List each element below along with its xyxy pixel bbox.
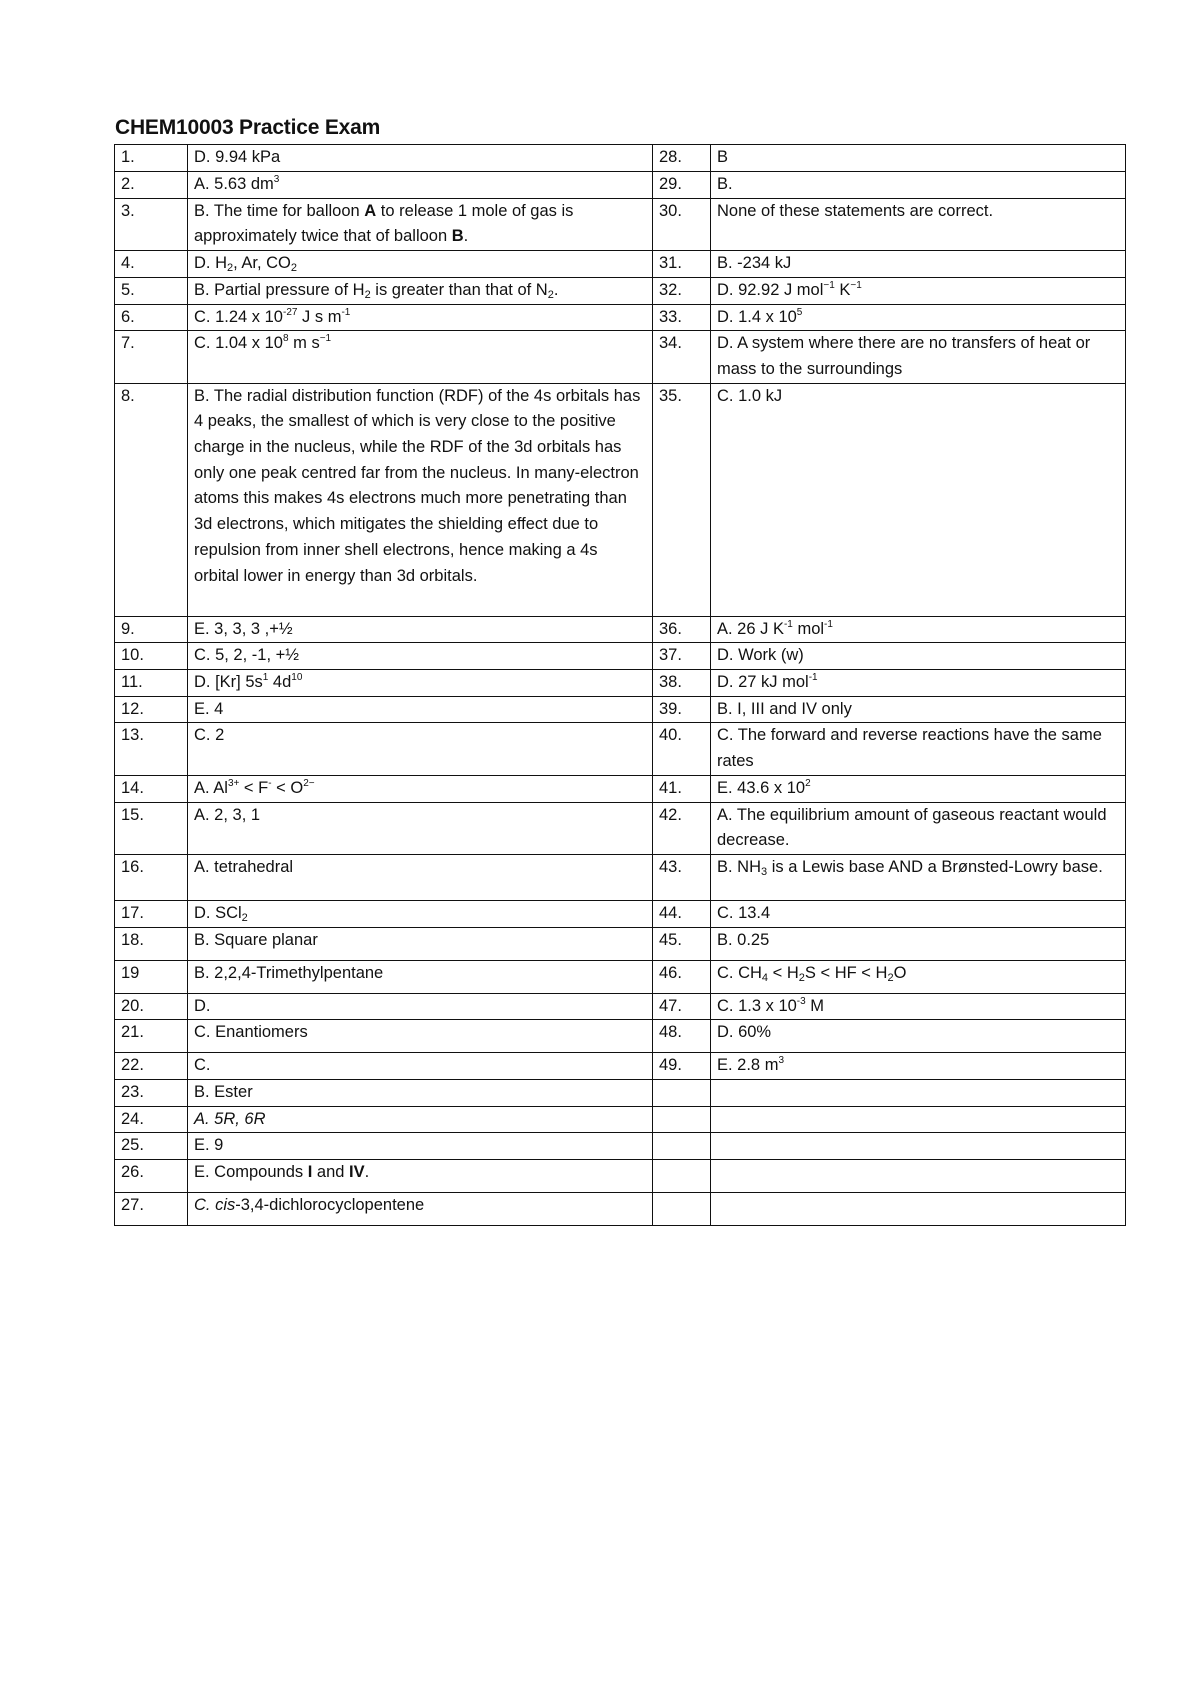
table-row xyxy=(115,723,1126,775)
table-row xyxy=(115,1133,1126,1160)
question-number: 48. xyxy=(653,1020,711,1053)
answer-text: E. 2.8 $m^3$ xyxy=(711,1053,1126,1080)
answer-text: A. tetrahedral xyxy=(188,854,653,900)
answer-text: B. I, III and IV only xyxy=(711,696,1126,723)
answer-text: E. 43.6 x $10^2$ xyxy=(711,775,1126,802)
table-row xyxy=(115,900,1126,927)
answer-text: C. 13.4 xyxy=(711,900,1126,927)
question-number: 45. xyxy=(653,927,711,960)
question-number: 13. xyxy=(115,723,188,775)
answer-text: B. Ester xyxy=(188,1080,653,1107)
table-row xyxy=(115,383,1126,616)
table-row xyxy=(115,277,1126,304)
answer-text: C. Enantiomers xyxy=(188,1020,653,1053)
answer-text: E. 3, 3, 3 ,+½ xyxy=(188,616,653,643)
table-row xyxy=(115,1106,1126,1133)
question-number: 15. xyxy=(115,802,188,854)
question-number xyxy=(653,1106,711,1133)
question-number xyxy=(653,1160,711,1193)
question-number: 11. xyxy=(115,670,188,697)
answer-text: C. $CH_4 < H_2S$ < HF < $H_2O$ xyxy=(711,960,1126,993)
table-row xyxy=(115,802,1126,854)
question-number: 32. xyxy=(653,277,711,304)
answer-text: A. 2, 3, 1 xyxy=(188,802,653,854)
question-number: 28. xyxy=(653,145,711,172)
question-number: 4. xyxy=(115,251,188,278)
question-number: 17. xyxy=(115,900,188,927)
answer-text: A. 5.63 $dm^3$ xyxy=(188,172,653,199)
question-number: 49. xyxy=(653,1053,711,1080)
answer-text: C. 5, 2, -1, +½ xyxy=(188,643,653,670)
answer-text: D. [Kr] $5s^1$ $4d^{10}$ xyxy=(188,670,653,697)
answer-text: B. $NH_3$ is a Lewis base AND a Brønsted-Lowry base. xyxy=(711,854,1126,900)
question-number: 31. xyxy=(653,251,711,278)
answer-text xyxy=(711,1080,1126,1107)
question-number: 33. xyxy=(653,304,711,331)
question-number: 22. xyxy=(115,1053,188,1080)
table-row xyxy=(115,145,1126,172)
question-number: 40. xyxy=(653,723,711,775)
answer-text: C. 1.3 x $10^{-3}$ M xyxy=(711,993,1126,1020)
answer-text: D. 1.4 x $10^5$ xyxy=(711,304,1126,331)
question-number: 36. xyxy=(653,616,711,643)
page-title: CHEM10003 Practice Exam xyxy=(115,116,381,139)
answer-text: D. 60% xyxy=(711,1020,1126,1053)
answer-text: E. 4 xyxy=(188,696,653,723)
question-number: 12. xyxy=(115,696,188,723)
question-number: 23. xyxy=(115,1080,188,1107)
question-number: 1. xyxy=(115,145,188,172)
question-number: 26. xyxy=(115,1160,188,1193)
table-row xyxy=(115,172,1126,199)
question-number: 44. xyxy=(653,900,711,927)
question-number: 42. xyxy=(653,802,711,854)
table-row xyxy=(115,1080,1126,1107)
table-row xyxy=(115,616,1126,643)
answer-text: C. 1.24 x $10^{-27}$ J s $m^{-1}$ xyxy=(188,304,653,331)
answer-text xyxy=(711,1193,1126,1226)
answer-text: A. 26 J $K^{-1}$ mol$^{-1}$ xyxy=(711,616,1126,643)
question-number: 3. xyxy=(115,198,188,250)
answer-table-body xyxy=(115,145,1126,1226)
answer-text: B. 0.25 xyxy=(711,927,1126,960)
question-number: 19 xyxy=(115,960,188,993)
answer-text: C. xyxy=(188,1053,653,1080)
question-number: 38. xyxy=(653,670,711,697)
answer-text: C. The forward and reverse reactions have the same rates xyxy=(711,723,1126,775)
table-row xyxy=(115,960,1126,993)
question-number: 46. xyxy=(653,960,711,993)
question-number: 6. xyxy=(115,304,188,331)
question-number: 29. xyxy=(653,172,711,199)
question-number: 20. xyxy=(115,993,188,1020)
table-row xyxy=(115,670,1126,697)
answer-text: B. The time for balloon A to release 1 mole of gas is approximately twice that of balloon B. xyxy=(188,198,653,250)
table-row xyxy=(115,775,1126,802)
answer-text xyxy=(711,1160,1126,1193)
table-row xyxy=(115,1020,1126,1053)
question-number: 39. xyxy=(653,696,711,723)
answer-table xyxy=(114,144,1126,1226)
answer-text: D. Work (w) xyxy=(711,643,1126,670)
question-number: 35. xyxy=(653,383,711,616)
answer-text: A. $Al^{3+} < F^- < O^{2-}$ xyxy=(188,775,653,802)
answer-text: A. The equilibrium amount of gaseous reactant would decrease. xyxy=(711,802,1126,854)
table-row xyxy=(115,1053,1126,1080)
answer-text: D. 92.92 J mol$^{-1}$ $K^{-1}$ xyxy=(711,277,1126,304)
answer-text: B. Square planar xyxy=(188,927,653,960)
question-number: 41. xyxy=(653,775,711,802)
question-number: 43. xyxy=(653,854,711,900)
question-number: 30. xyxy=(653,198,711,250)
question-number: 14. xyxy=(115,775,188,802)
question-number: 25. xyxy=(115,1133,188,1160)
question-number: 9. xyxy=(115,616,188,643)
answer-text: D. SCl$_2$ xyxy=(188,900,653,927)
question-number: 37. xyxy=(653,643,711,670)
answer-text: C. 2 xyxy=(188,723,653,775)
table-row xyxy=(115,1160,1126,1193)
question-number xyxy=(653,1193,711,1226)
answer-text: C. 1.0 kJ xyxy=(711,383,1126,616)
answer-text xyxy=(711,1106,1126,1133)
question-number: 7. xyxy=(115,331,188,383)
answer-text: C. cis-3,4-dichlorocyclopentene xyxy=(188,1193,653,1226)
question-number: 8. xyxy=(115,383,188,616)
question-number: 47. xyxy=(653,993,711,1020)
answer-text: D. A system where there are no transfers of heat or mass to the surroundings xyxy=(711,331,1126,383)
table-row xyxy=(115,993,1126,1020)
table-row xyxy=(115,643,1126,670)
answer-text: B. xyxy=(711,172,1126,199)
question-number: 10. xyxy=(115,643,188,670)
question-number: 5. xyxy=(115,277,188,304)
table-row xyxy=(115,696,1126,723)
answer-text: E. Compounds I and IV. xyxy=(188,1160,653,1193)
answer-text: D. 9.94 kPa xyxy=(188,145,653,172)
answer-text: None of these statements are correct. xyxy=(711,198,1126,250)
table-row xyxy=(115,304,1126,331)
answer-text: B. -234 kJ xyxy=(711,251,1126,278)
table-row xyxy=(115,1193,1126,1226)
question-number: 27. xyxy=(115,1193,188,1226)
answer-text: A. 5R, 6R xyxy=(188,1106,653,1133)
table-row xyxy=(115,854,1126,900)
answer-text: D. $H_2$, Ar, $CO_2$ xyxy=(188,251,653,278)
answer-text: E. 9 xyxy=(188,1133,653,1160)
question-number: 2. xyxy=(115,172,188,199)
answer-text: B xyxy=(711,145,1126,172)
table-row xyxy=(115,331,1126,383)
question-number: 24. xyxy=(115,1106,188,1133)
question-number: 16. xyxy=(115,854,188,900)
table-row xyxy=(115,251,1126,278)
answer-text: D. xyxy=(188,993,653,1020)
answer-text: B. 2,2,4-Trimethylpentane xyxy=(188,960,653,993)
question-number xyxy=(653,1080,711,1107)
answer-text: B. Partial pressure of $H_2$ is greater than that of $N_2$. xyxy=(188,277,653,304)
question-number: 21. xyxy=(115,1020,188,1053)
question-number: 34. xyxy=(653,331,711,383)
question-number: 18. xyxy=(115,927,188,960)
table-row xyxy=(115,198,1126,250)
answer-text: D. 27 kJ mol$^{-1}$ xyxy=(711,670,1126,697)
answer-text: B. The radial distribution function (RDF) of the 4s orbitals has 4 peaks, the smallest of which is very close to the positive charge in the nucleus, while the RDF of the 3d orbitals has only one peak centred far from the nucleus. In many-electron atoms this makes 4s electrons much more penetrating than 3d electrons, which mitigates the shielding effect due to repulsion from inner shell electrons, hence making a 4s orbital lower in energy than 3d orbitals. xyxy=(188,383,653,616)
table-row xyxy=(115,927,1126,960)
question-number xyxy=(653,1133,711,1160)
answer-text xyxy=(711,1133,1126,1160)
answer-text: C. 1.04 x $10^8$ m $s^{-1}$ xyxy=(188,331,653,383)
